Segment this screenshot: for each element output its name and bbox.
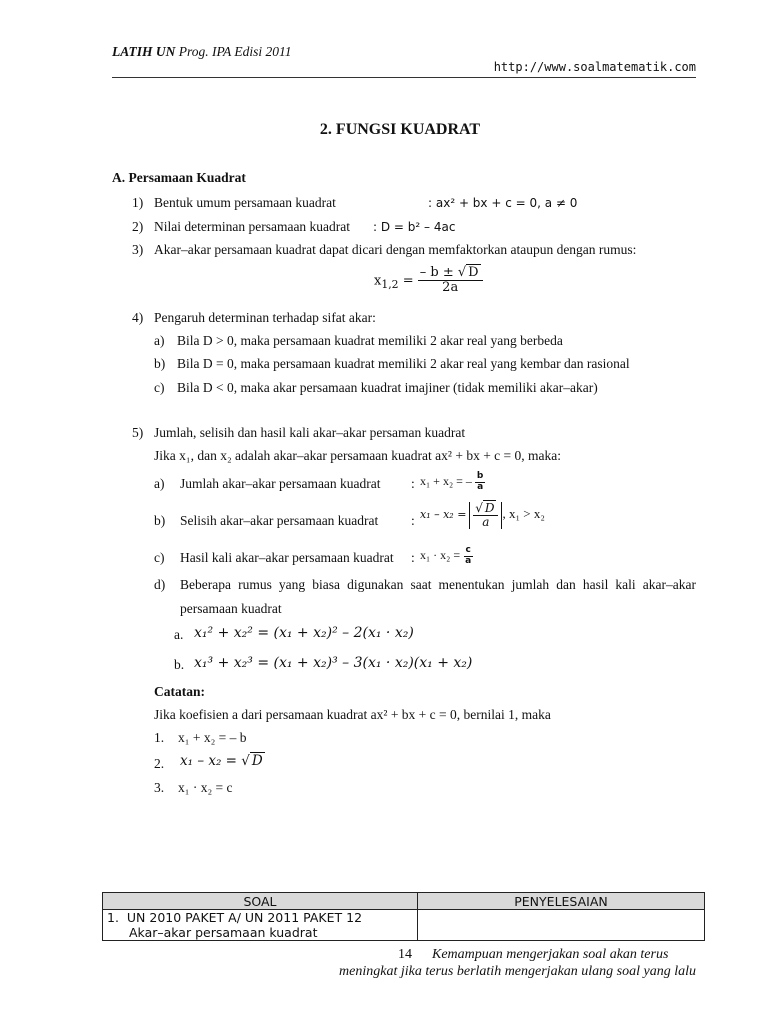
- table-cell-soal: [103, 910, 418, 941]
- page-number: 14: [398, 947, 412, 962]
- formula-a-label: a.: [174, 627, 184, 642]
- item5-number: 5): [132, 425, 144, 440]
- item5b-colon: :: [411, 513, 415, 528]
- item5b-lhs: x₁ – x₂ =: [420, 508, 467, 522]
- item5-intro: Jika x₁, dan x₂ adalah akar–akar persamaan kuadrat ax² + bx + c = 0, maka:: [154, 448, 562, 463]
- item3-number: 3): [132, 242, 144, 257]
- abc-formula-sqrt-d: D: [468, 265, 479, 280]
- table-cell-penyelesaian: [418, 910, 705, 941]
- item5d-number: d): [154, 577, 166, 592]
- formula-b-label: b.: [174, 657, 185, 672]
- header-url: http://www.soalmatematik.com: [493, 60, 696, 74]
- item1-text: Bentuk umum persamaan kuadrat: [154, 195, 336, 210]
- formula-a: x₁² + x₂² = (x₁ + x₂)² – 2(x₁ · x₂): [194, 625, 414, 641]
- catatan-intro: Jika koefisien a dari persamaan kuadrat ax² + bx + c = 0, bernilai 1, maka: [154, 707, 551, 722]
- item4-text: Pengaruh determinan terhadap sifat akar:: [154, 310, 376, 325]
- table-header-soal: SOAL: [103, 893, 418, 910]
- catatan-heading: Catatan:: [154, 684, 205, 699]
- item5c-frac-top: c: [465, 545, 471, 555]
- item5a-frac-top: b: [476, 471, 484, 481]
- section-a-heading: A. Persamaan Kuadrat: [112, 170, 246, 185]
- item4a-number: a): [154, 333, 165, 348]
- item2-number: 2): [132, 219, 144, 234]
- item5c-colon: :: [411, 550, 415, 565]
- item1-formula: : ax² + bx + c = 0, a ≠ 0: [428, 196, 578, 210]
- abc-formula-eq: =: [402, 273, 414, 289]
- catatan-n3-number: 3.: [154, 780, 165, 795]
- header-divider: [112, 77, 696, 78]
- catatan-n2-formula: x₁ – x₂ = √ D: [180, 753, 263, 769]
- formula-b: x₁³ + x₂³ = (x₁ + x₂)³ – 3(x₁ · x₂)(x₁ + x₂): [194, 655, 473, 671]
- item5a-number: a): [154, 476, 165, 491]
- item4c-number: c): [154, 380, 165, 395]
- item1-number: 1): [132, 195, 144, 210]
- item5c-text: Hasil kali akar–akar persamaan kuadrat: [180, 550, 394, 565]
- row1-line2: Akar–akar persamaan kuadrat: [129, 925, 318, 940]
- catatan-n2-number: 2.: [154, 756, 165, 771]
- item4a-text: Bila D > 0, maka persamaan kuadrat memiliki 2 akar real yang berbeda: [177, 333, 563, 348]
- item5-text: Jumlah, selisih dan hasil kali akar–akar persaman kuadrat: [154, 425, 466, 440]
- item5a-formula: [420, 472, 485, 493]
- item5b-formula: x₁ – x₂ = $\frac{√ D}{a}$ , x₁ > x₂: [420, 501, 545, 530]
- item5b-number: b): [154, 513, 166, 528]
- catatan-n3-text: x₁ · x₂ = c: [178, 780, 233, 795]
- item5b-frac-top: D: [484, 501, 495, 515]
- footer-line2: meningkat jika terus berlatih mengerjakan ulang soal yang lalu: [339, 964, 696, 979]
- footer-line1: Kemampuan mengerjakan soal akan terus: [432, 947, 669, 962]
- header-title-bold: LATIH UN: [112, 44, 176, 59]
- row1-number: 1.: [107, 910, 119, 925]
- row1-line1: UN 2010 PAKET A/ UN 2011 PAKET 12: [126, 910, 363, 925]
- item2-text: Nilai determinan persamaan kuadrat: [154, 219, 351, 234]
- item5c-frac-bot: a: [465, 555, 472, 566]
- catatan-n2-lhs: x₁ – x₂ =: [180, 753, 237, 769]
- abc-formula-numerator: – b ±: [419, 265, 454, 280]
- item5d-line2: persamaan kuadrat: [180, 601, 282, 616]
- item4b-number: b): [154, 356, 166, 371]
- item5a-lhs: x₁ + x₂ = –: [420, 474, 472, 489]
- abc-formula-fraction: $\frac{- b \pm √ D}{2a}$: [418, 266, 483, 296]
- table-row: [103, 910, 705, 941]
- item5c-formula: [420, 546, 473, 567]
- item5b-frac-bot: a: [482, 515, 490, 530]
- item5a-frac-bot: a: [477, 481, 484, 492]
- item2-formula: : D = b² – 4ac: [373, 220, 456, 234]
- abc-formula: [374, 266, 483, 296]
- catatan-n1-number: 1.: [154, 730, 165, 745]
- soal-table: [102, 892, 705, 941]
- item5c-lhs: x₁ · x₂ =: [420, 548, 461, 563]
- item3-text: Akar–akar persamaan kuadrat dapat dicari dengan memfaktorkan ataupun dengan rumus:: [154, 242, 637, 257]
- abc-formula-lhs: x: [374, 273, 382, 289]
- item4b-text: Bila D = 0, maka persamaan kuadrat memiliki 2 akar real yang kembar dan rasional: [177, 356, 630, 371]
- item4-number: 4): [132, 310, 144, 325]
- item5b-tail: , x₁ > x₂: [502, 506, 545, 522]
- item5c-number: c): [154, 550, 165, 565]
- abc-formula-denominator: 2a: [442, 280, 459, 296]
- item4c-text: Bila D < 0, maka akar persamaan kuadrat imajiner (tidak memiliki akar–akar): [177, 380, 598, 395]
- header-title-rest: Prog. IPA Edisi 2011: [178, 44, 292, 59]
- abc-formula-sub: 1,2: [381, 277, 399, 291]
- item5a-colon: :: [411, 476, 415, 491]
- item5d-line1: Beberapa rumus yang biasa digunakan saat menentukan jumlah dan hasil kali akar–akar: [180, 577, 696, 592]
- item5a-text: Jumlah akar–akar persamaan kuadrat: [180, 476, 381, 491]
- page-title: 2. FUNGSI KUADRAT: [319, 121, 481, 138]
- item5b-text: Selisih akar–akar persamaan kuadrat: [180, 513, 379, 528]
- table-header-row: [103, 893, 705, 910]
- catatan-n1-text: x₁ + x₂ = – b: [178, 730, 247, 745]
- catatan-n2-sqrt: D: [251, 753, 263, 769]
- table-header-penyelesaian: PENYELESAIAN: [418, 893, 705, 910]
- header-title: [112, 44, 292, 60]
